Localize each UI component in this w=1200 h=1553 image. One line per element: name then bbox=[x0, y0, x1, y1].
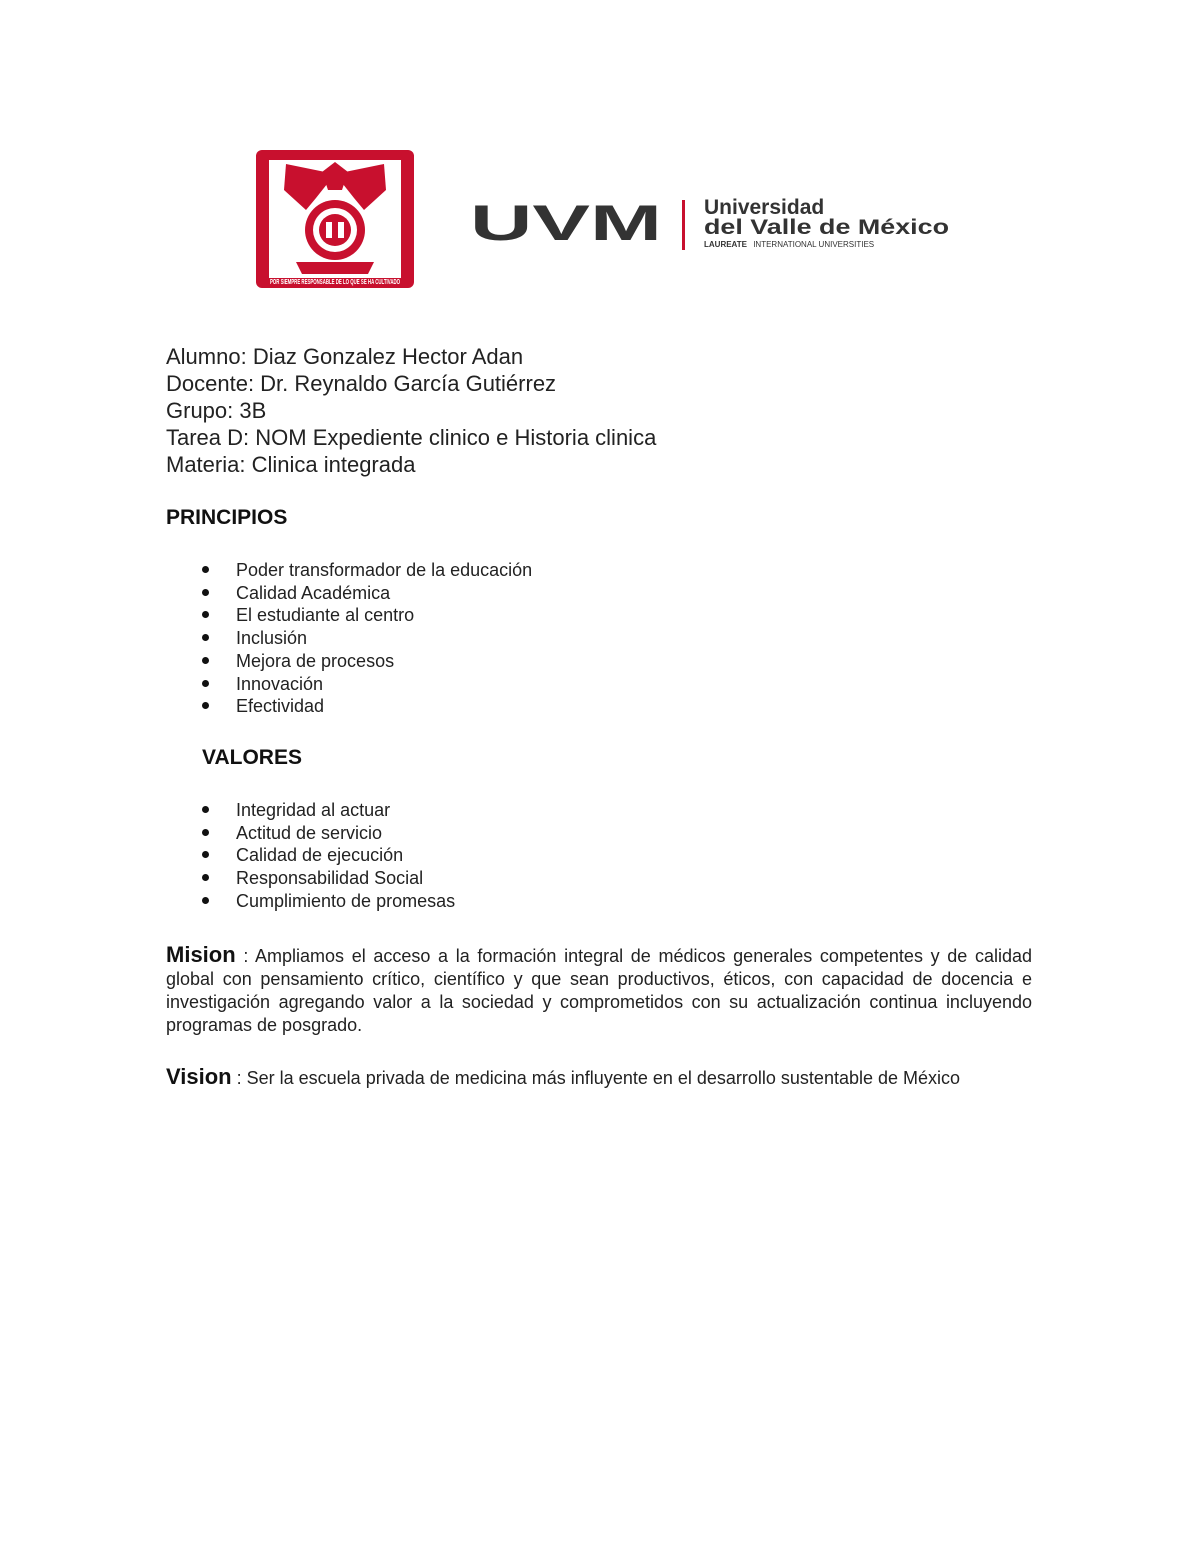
list-item-label: Actitud de servicio bbox=[236, 822, 383, 843]
list-item-label: Efectividad bbox=[236, 696, 325, 717]
principios-list bbox=[200, 559, 532, 718]
list-item bbox=[200, 867, 455, 890]
vision-label: Vision bbox=[166, 1064, 232, 1089]
uvm-name-line1: Universidad bbox=[704, 196, 825, 219]
bullet-icon bbox=[202, 680, 209, 687]
list-item bbox=[200, 890, 455, 913]
bullet-icon bbox=[202, 634, 209, 641]
list-item-label: Integridad al actuar bbox=[236, 800, 391, 820]
bullet-icon bbox=[202, 702, 209, 709]
header-logos bbox=[256, 150, 956, 290]
list-item-label: Innovación bbox=[236, 673, 324, 694]
tarea-line: Tarea D: NOM Expediente clinico e Historia clinica bbox=[166, 425, 657, 450]
mision-paragraph bbox=[166, 943, 1032, 1037]
list-item bbox=[200, 822, 455, 845]
bullet-icon bbox=[202, 566, 209, 573]
uvm-tagline-rest: INTERNATIONAL UNIVERSITIES bbox=[753, 240, 875, 249]
alumno-line: Alumno: Diaz Gonzalez Hector Adan bbox=[166, 344, 524, 369]
materia-line: Materia: Clinica integrada bbox=[166, 452, 416, 477]
bullet-icon bbox=[202, 897, 209, 904]
student-info bbox=[166, 343, 656, 478]
list-item-label: Calidad Académica bbox=[236, 582, 391, 603]
list-item-label: Inclusión bbox=[236, 628, 308, 649]
uvm-divider bbox=[682, 200, 685, 250]
valores-heading: VALORES bbox=[202, 746, 302, 769]
bullet-icon bbox=[202, 874, 209, 881]
mision-text: : Ampliamos el acceso a la formación integral de médicos generales competentes y de calidad global con pensamiento crítico, científico y que sean productivos, éticos, con capacidad de docencia e investigación agregando valor a la sociedad y comprometidos con su actualización continua incluyendo programas de posgrado. bbox=[166, 946, 1032, 1035]
uvm-tagline-bold: LAUREATE bbox=[704, 240, 747, 249]
list-item-label: Responsabilidad Social bbox=[236, 868, 424, 889]
bullet-icon bbox=[202, 611, 209, 618]
list-item bbox=[200, 582, 532, 605]
list-item bbox=[200, 627, 532, 650]
list-item bbox=[200, 559, 532, 582]
list-item-label: Cumplimiento de promesas bbox=[236, 890, 456, 911]
vision-paragraph bbox=[166, 1065, 1032, 1090]
uvm-name-line2: del Valle de México bbox=[704, 216, 949, 239]
list-item-label: Mejora de procesos bbox=[236, 650, 395, 671]
list-item bbox=[200, 604, 532, 627]
seal-text: POR SIEMPRE RESPONSABLE DE LO QUE SE HA CULTIVADO bbox=[270, 279, 401, 286]
list-item bbox=[200, 695, 532, 718]
list-item-label: El estudiante al centro bbox=[236, 605, 415, 626]
list-item bbox=[200, 673, 532, 696]
docente-line: Docente: Dr. Reynaldo García Gutiérrez bbox=[166, 371, 557, 396]
bullet-icon bbox=[202, 829, 209, 836]
university-seal-logo bbox=[256, 150, 414, 288]
mision-label: Mision bbox=[166, 942, 236, 967]
uvm-tagline bbox=[704, 240, 874, 249]
list-item-label: Calidad de ejecución bbox=[236, 845, 404, 866]
list-item bbox=[200, 650, 532, 673]
vision-text: : Ser la escuela privada de medicina más influyente en el desarrollo sustentable de México bbox=[231, 1068, 961, 1088]
bullet-icon bbox=[202, 851, 209, 858]
list-item bbox=[200, 844, 455, 867]
bullet-icon bbox=[202, 806, 209, 813]
valores-list bbox=[200, 799, 455, 913]
principios-heading: PRINCIPIOS bbox=[166, 506, 288, 529]
list-item bbox=[200, 799, 455, 822]
uvm-logo bbox=[470, 196, 950, 256]
bullet-icon bbox=[202, 657, 209, 664]
list-item-label: Poder transformador de la educación bbox=[236, 560, 533, 580]
uvm-wordmark: UVM bbox=[470, 195, 662, 251]
bullet-icon bbox=[202, 589, 209, 596]
grupo-line: Grupo: 3B bbox=[166, 398, 267, 423]
